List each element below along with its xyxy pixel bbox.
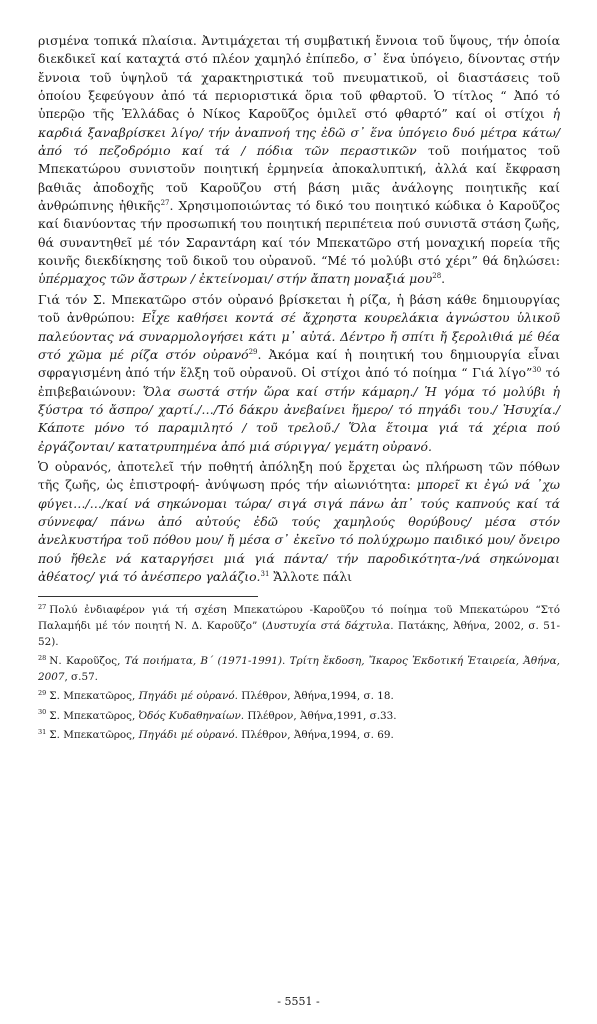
text-run: Πολύ ἐνδιαφέρον γιά τή σχέση Μπεκατώρου -Καροῦζου τό ποίημα τοῦ Μπεκατώρου “Στό Παλαμήδι μέ τόν ποιητή Ν. Δ. Καροῦζο” ( — [38, 604, 560, 632]
footnote-reference[interactable]: 29 — [248, 347, 258, 356]
text-run: . — [441, 271, 446, 287]
italic-quote: μπορεῖ κι ἐγώ νά ᾽χω φύγει…/…/καί νά σηκώνομαι τώρα/ σιγά σιγά πάνω ἀπ᾽ τούς καπνούς καί τά σύννεφα/ πάνω ἀπό αὐτούς ἐδῶ τούς χαμηλούς θορύβους/ μέσα στόν ἀνελκυστήρα τοῦ πόθου μου/ ἤ μέσα σ᾽ ἐκεῖνο τό πολύχρωμο παιδικό μου/ ὄνειρο πού ἤθελε νά καταργήσει μιά γιά πάντα/ τήν παροδικότητα-/νά σηκώνομαι ἀθέατος/ γιά τό ἀνέσπερο γαλάζιο. — [38, 477, 560, 584]
text-run: ρισμένα τοπικά πλαίσια. Ἀντιμάχεται τή συμβατική ἔννοια τοῦ ὕψους, τήν ὁποία διεκδικεῖ καί καταχτά στό πλέον χαμηλό ἐπίπεδο, σ᾽ ἕνα ὑπόγειο, δίνοντας στήν ἔννοια τοῦ ὑψηλοῦ τά χαρακτηριστικά τοῦ πνευματικοῦ, οἱ διαστάσεις τοῦ ὁποίου ξεφεύγουν ἀπό τά περιοριστικά ὅρια τοῦ φθαρτοῦ. Ὁ τίτλος “ Ἀπό τό ὑπερῷο τῆς Ἑλλάδας ὁ Νίκος Καροῦζος ὁμιλεῖ στό φθαρτό” καί οἱ στίχοι — [38, 33, 560, 122]
body-text — [38, 32, 560, 586]
italic-quote: Δυστυχία στά δάχτυλα — [265, 619, 391, 632]
footnotes — [38, 603, 560, 744]
footnote-reference[interactable]: 28 — [432, 272, 442, 281]
footnote-number: 31 — [38, 728, 47, 736]
italic-quote: Πηγάδι μέ οὐρανό — [138, 690, 235, 703]
text-run: . Πλέθρον, Ἀθήνα,1994, σ. 18. — [234, 690, 394, 703]
footnote-number: 30 — [38, 708, 47, 717]
text-run: . Ἀκόμα καί ἡ ποιητική του δημιουργία εἶναι σφραγισμένη ἀπό τήν ἕλξη τοῦ οὐρανοῦ. Οἱ στίχοι ἀπό τό ποίημα “ Γιά λίγο” — [38, 346, 561, 381]
footnote — [38, 603, 560, 650]
italic-quote: Τά ποιήματα, Β΄ (1971-1991) — [124, 655, 283, 668]
text-run: . — [282, 655, 290, 668]
page-number: - 5551 - — [277, 995, 320, 1008]
text-run: Ὁ οὐρανός, ἀποτελεῖ τήν ποθητή ἀπόληξη πού ἔρχεται ὡς πλήρωση τῶν πόθων τῆς ζωῆς, ὡς ἐπιστροφή- ἀνύψωση πρός τήν αἰωνιότητα: — [38, 458, 560, 493]
text-run: Ν. Καροῦζος, — [49, 655, 125, 668]
footnote — [38, 654, 560, 685]
text-run: Σ. Μπεκατῶρος, — [49, 729, 139, 742]
text-run: . Πατάκης, Ἀθήνα, 2002, σ. 51-52). — [38, 619, 561, 648]
text-run: . Χρησιμοποιώντας τό δικό του ποιητικό κώδικα ὁ Καροῦζος καί διανύοντας τήν προσωπική του ποιητική περιπέτεια πού συνιστᾶ στάση ζωῆς, θά συναντηθεῖ μέ τόν Σαραντάρη καί τόν Μπεκατῶρο στή μοναχική πορεία τῆς κοινῆς διεκδίκησης τοῦ δικοῦ του οὐρανοῦ. “Μέ τό μολύβι στό χέρι” θά δηλώσει: — [38, 198, 560, 269]
footnote-reference[interactable]: 27 — [160, 198, 170, 207]
paragraph — [38, 458, 560, 586]
italic-quote: Ὅλα σωστά στήν ὥρα καί στήν κάμαρη./ Ἡ γόμα τό μολύβι ἡ ξύστρα τό ἄσπρο/ χαρτί./…/Τό δάκρυ ἀνεβαίνει ἥμερο/ τό πηγάδι του./ Ἡσυχία./Κάποτε μόνο τό παραμιλητό / τοῦ τρελοῦ./ Ὅλα ἕτοιμα γιά τά χέρια πού ἐργάζονται/ κατατρυπημένα ἀπό μιά σύριγγα/ γεμάτη οὐρανό. — [38, 383, 560, 454]
italic-quote: ὑπέρμαχος τῶν ἄστρων / ἐκτείνομαι/ στήν ἄπατη μοναξιά μου — [38, 271, 433, 287]
footnote-number: 27 — [38, 602, 47, 611]
text-run: Σ. Μπεκατῶρος, — [49, 709, 139, 722]
text-run: τοῦ ποιήματος τοῦ Μπεκατώρου συνιστοῦν ποιητική ἑρμηνεία ἀποκαλυπτική, ἀλλά καί ἔκφραση βαθιᾶς ἀποδοχῆς τοῦ Καροῦζου στή βάση μιᾶς ἀνάλογης ποιητικῆς καί ἀνθρώπινης ἠθικῆς — [38, 143, 560, 214]
italic-quote: Ὀδός Κυδαθηναίων — [138, 709, 241, 722]
footnote-reference[interactable]: 30 — [532, 366, 542, 375]
italic-quote: Εἶχε καθήσει κοντά σέ ἄχρηστα κουρελάκια ἀγνώστου ὑλικοῦ παλεύοντας νά συναρμολογήσει κάτι μ᾽ αὐτά. Δέντρο ἤ σπίτι ἤ ξερολιθιά μέ θέα στό χῶμα μέ ρίζα στόν οὐρανό — [38, 310, 560, 362]
footnote — [38, 689, 560, 705]
footnote — [38, 728, 560, 744]
text-run: . Πλέθρον, Ἀθήνα,1991, σ.33. — [240, 709, 397, 722]
footnote-separator — [38, 596, 258, 597]
text-run: Γιά τόν Σ. Μπεκατῶρο στόν οὐρανό βρίσκεται ἡ ρίζα, ἡ βάση κάθε δημιουργίας τοῦ ἀνθρώπου: — [38, 291, 560, 326]
text-run: Ἄλλοτε πάλι — [269, 568, 353, 584]
text-run: τό ἐπιβεβαιώνουν: — [38, 365, 560, 399]
italic-quote: ἡ καρδιά ξαναβρίσκει λίγο/ τήν ἀναπνοή της ἐδῶ σ᾽ ἕνα ὑπόγειο δυό μέτρα κάτω/ ἀπό τό πεζοδρόμιο καί τά / πόδια τῶν περαστικῶν — [38, 106, 560, 159]
text-run: , σ.57. — [64, 670, 98, 683]
text-run: . Πλέθρον, Ἀθήνα,1994, σ. 69. — [234, 729, 394, 742]
text-run: Σ. Μπεκατῶρος, — [49, 690, 139, 703]
italic-quote: Τρίτη ἔκδοση, Ἴκαρος Ἐκδοτική Ἑταιρεία, Ἀθήνα, 2007 — [38, 655, 560, 683]
paragraph — [38, 32, 560, 289]
footnote — [38, 709, 560, 725]
footnote-reference[interactable]: 31 — [260, 569, 270, 578]
footnote-number: 28 — [38, 653, 47, 662]
italic-quote: Πηγάδι μέ οὐρανό — [138, 729, 235, 742]
page-content — [38, 32, 560, 748]
paragraph — [38, 291, 560, 456]
footnote-number: 29 — [38, 688, 47, 697]
